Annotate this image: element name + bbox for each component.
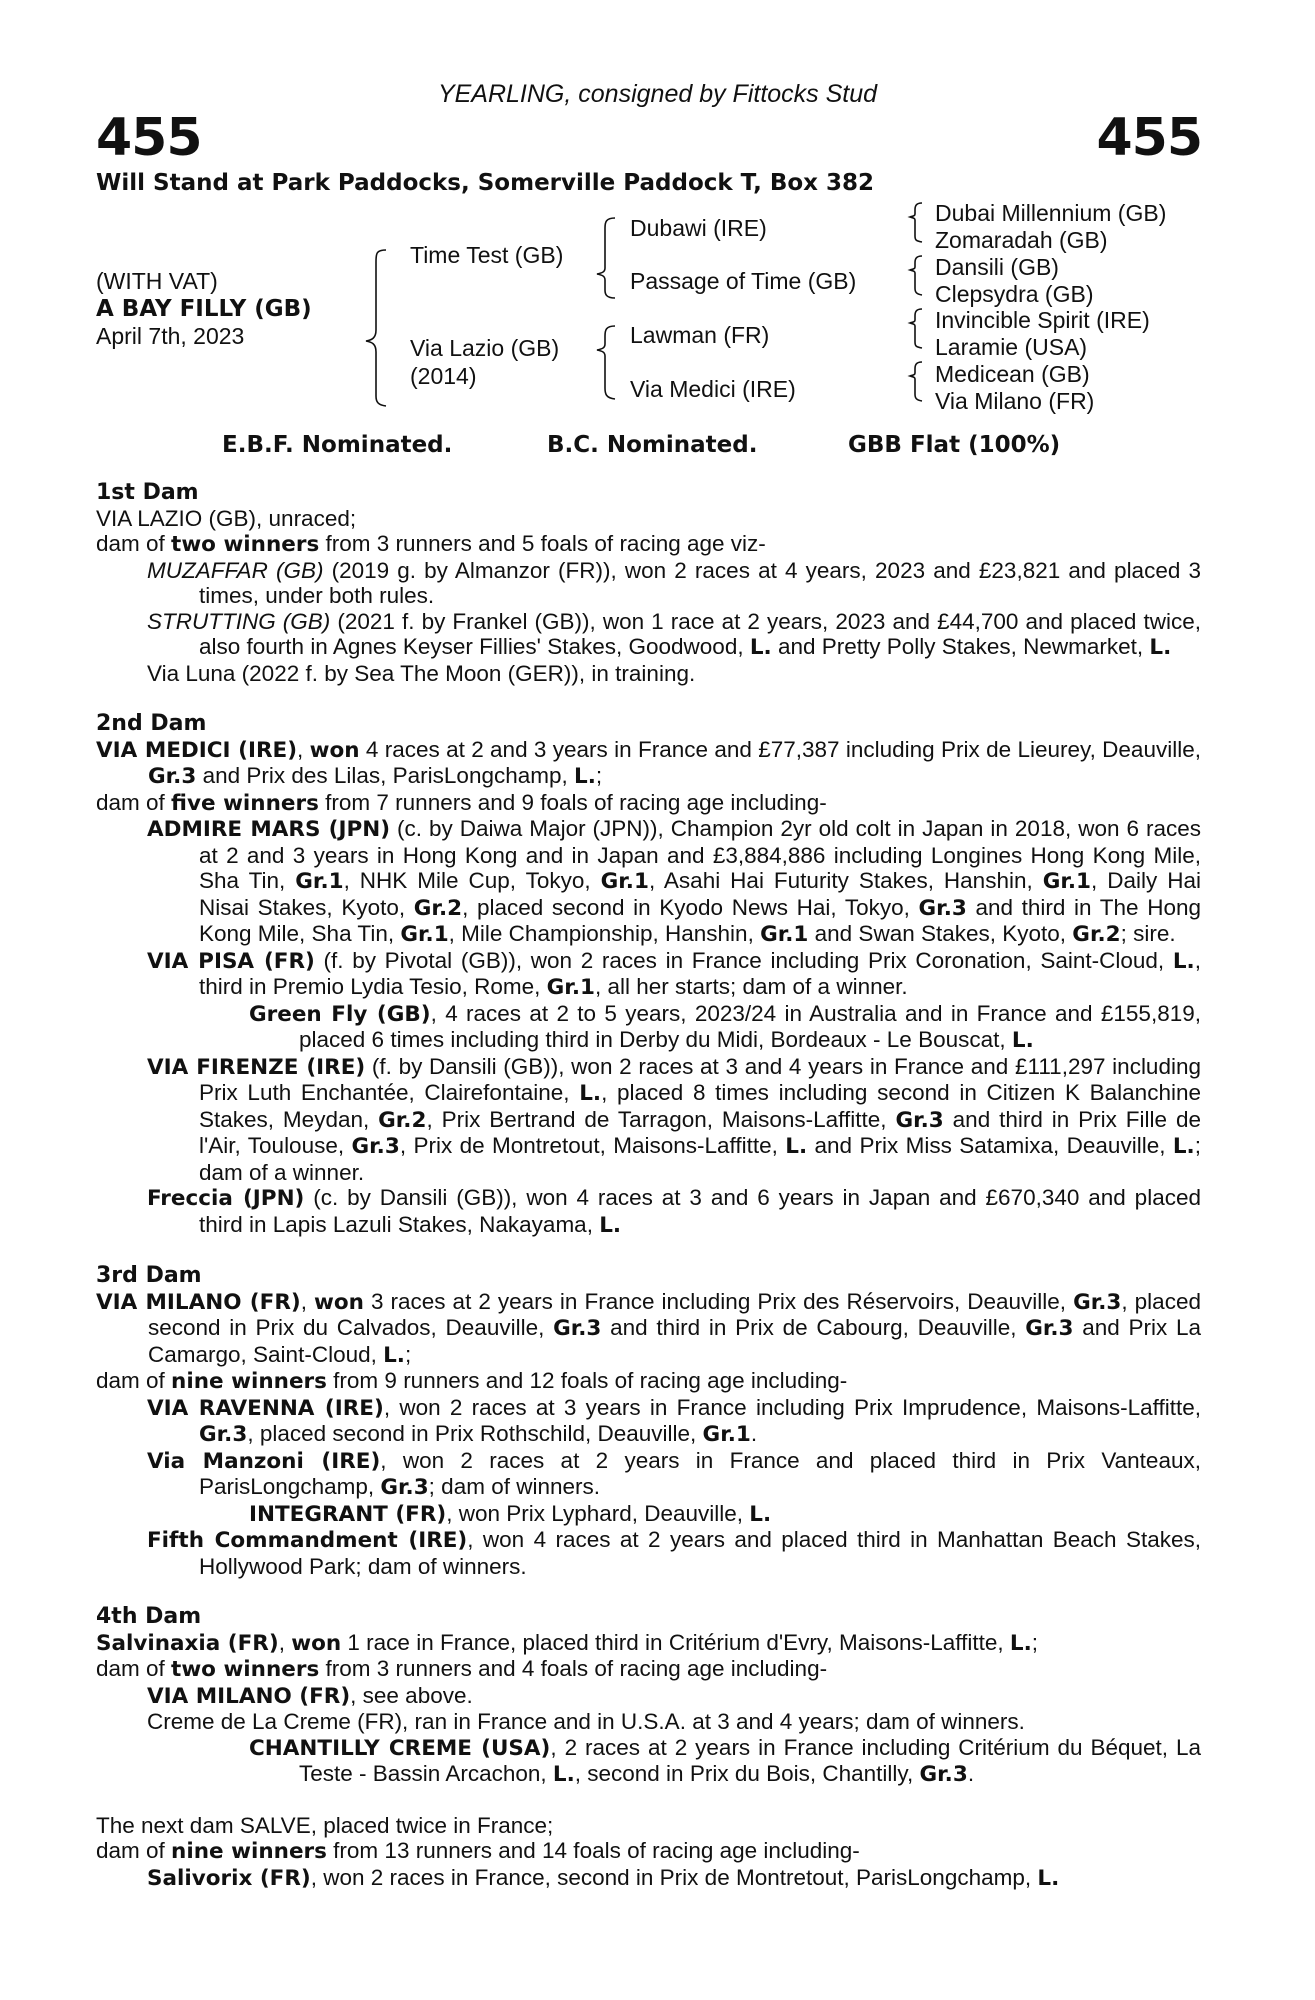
produce-entry-via-manzoni: Via Manzoni (IRE), won 2 races at 2 years in France and placed third in Prix Vanteaux, ParisLongchamp, Gr.3; dam of winners. bbox=[147, 1447, 1201, 1500]
dam-dam-dam: Via Milano (FR) bbox=[935, 388, 1095, 414]
dam: Via Lazio (GB) bbox=[410, 335, 560, 361]
dam-sire-dam: Laramie (USA) bbox=[935, 334, 1088, 360]
dam-foaling-year: (2014) bbox=[410, 363, 477, 389]
sire-dam-sire: Dansili (GB) bbox=[935, 254, 1059, 280]
fourth-dam-line: Salvinaxia (FR), won 1 race in France, placed third in Critérium d'Evry, Maisons-Laffitte, L.; bbox=[96, 1629, 1039, 1656]
second-dam-heading: 2nd Dam bbox=[96, 711, 207, 736]
produce-entry-green-fly: Green Fly (GB), 4 races at 2 to 5 years, 2023/24 in Australia and in France and £155,819, placed 6 times including third in Derby du Midi, Bordeaux - Le Bouscat, L. bbox=[249, 1000, 1201, 1053]
produce-entry-via-firenze: VIA FIRENZE (IRE) (f. by Dansili (GB)), won 2 races at 3 and 4 years in France and £111,297 including Prix Luth Enchantée, Clairefontaine, L., placed 8 times including second in Citizen K Balanchine Stakes, Meydan, Gr.2, Prix Bertrand de Tarragon, Maisons-Laffitte, Gr.3 and third in Prix Fille de l'Air, Toulouse, Gr.3, Prix de Montretout, Maisons-Laffitte, L. and Prix Miss Satamixa, Deauville, L.; dam of a winner. bbox=[147, 1053, 1201, 1185]
second-dam-line: VIA MEDICI (IRE), won 4 races at 2 and 3 years in France and £77,387 including Prix de Lieurey, Deauville, Gr.3 and Prix des Lilas, ParisLongchamp, L.; bbox=[96, 736, 1201, 789]
produce-entry-integrant: INTEGRANT (FR), won Prix Lyphard, Deauville, L. bbox=[249, 1500, 772, 1527]
dam-dam-sire: Medicean (GB) bbox=[935, 361, 1090, 387]
catalogue-body bbox=[96, 480, 1201, 1891]
sire-sire-dam: Zomaradah (GB) bbox=[935, 227, 1108, 253]
produce-entry-chantilly-creme: CHANTILLY CREME (USA), 2 races at 2 years in France including Critérium du Béquet, La Teste - Bassin Arcachon, L., second in Prix du Bois, Chantilly, Gr.3. bbox=[249, 1734, 1201, 1787]
vat-label: (WITH VAT) bbox=[96, 268, 218, 294]
sire-sire-sire: Dubai Millennium (GB) bbox=[935, 200, 1167, 226]
third-dam-produce-summary: dam of nine winners from 9 runners and 12 foals of racing age including- bbox=[96, 1368, 848, 1394]
stand-location: Will Stand at Park Paddocks, Somerville Paddock T, Box 382 bbox=[96, 170, 875, 196]
gbb-eligibility: GBB Flat (100%) bbox=[848, 432, 1061, 458]
second-dam-produce-summary: dam of five winners from 7 runners and 9 foals of racing age including- bbox=[96, 789, 827, 816]
sire-dam: Passage of Time (GB) bbox=[630, 268, 857, 294]
produce-entry-muzaffar: MUZAFFAR (GB) (2019 g. by Almanzor (FR)), won 2 races at 4 years, 2023 and £23,821 and placed 3 times, under both rules. bbox=[147, 557, 1202, 608]
lot-number-left: 455 bbox=[96, 108, 202, 168]
produce-entry-creme-de-la-creme: Creme de La Creme (FR), ran in France and in U.S.A. at 3 and 4 years; dam of winners. bbox=[147, 1709, 1025, 1734]
lot-number-right: 455 bbox=[1096, 108, 1202, 168]
horse-name: A BAY FILLY (GB) bbox=[96, 296, 312, 322]
produce-entry-strutting: STRUTTING (GB) (2021 f. by Frankel (GB)), won 1 race at 2 years, 2023 and £44,700 and placed twice, also fourth in Agnes Keyser Fillies' Stakes, Goodwood, L. and Pretty Polly Stakes, Newmarket, L. bbox=[147, 608, 1201, 660]
produce-entry-fifth-commandment: Fifth Commandment (IRE), won 4 races at 2 years and placed third in Manhattan Beach Stakes, Hollywood Park; dam of winners. bbox=[147, 1527, 1201, 1579]
first-dam-produce-summary: dam of two winners from 3 runners and 5 foals of racing age viz- bbox=[96, 531, 766, 557]
dam-sire-sire: Invincible Spirit (IRE) bbox=[935, 307, 1150, 333]
ebf-nomination: E.B.F. Nominated. bbox=[222, 432, 453, 458]
dam-dam: Via Medici (IRE) bbox=[630, 376, 796, 402]
produce-entry-via-ravenna: VIA RAVENNA (IRE), won 2 races at 3 years in France including Prix Imprudence, Maisons-Laffitte, Gr.3, placed second in Prix Rothschild, Deauville, Gr.1. bbox=[147, 1394, 1201, 1447]
next-dam-produce-summary: dam of nine winners from 13 runners and 14 foals of racing age including- bbox=[96, 1838, 860, 1864]
sire-sire: Dubawi (IRE) bbox=[630, 215, 767, 241]
third-dam-line: VIA MILANO (FR), won 3 races at 2 years in France including Prix des Réservoirs, Deauville, Gr.3, placed second in Prix du Calvados, Deauville, Gr.3 and third in Prix de Cabourg, Deauville, Gr.3 and Prix La Camargo, Saint-Cloud, L.; bbox=[96, 1288, 1202, 1368]
bc-nomination: B.C. Nominated. bbox=[547, 432, 758, 458]
produce-entry-via-milano: VIA MILANO (FR), see above. bbox=[147, 1682, 473, 1709]
produce-entry-admire-mars: ADMIRE MARS (JPN) (c. by Daiwa Major (JPN)), Champion 2yr old colt in Japan in 2018, won 6 races at 2 and 3 years in Hong Kong and in Japan and £3,884,886 including Longines Hong Kong Mile, Sha Tin, Gr.1, NHK Mile Cup, Tokyo, Gr.1, Asahi Hai Futurity Stakes, Hanshin, Gr.1, Daily Hai Nisai Stakes, Kyoto, Gr.2, placed second in Kyodo News Hai, Tokyo, Gr.3 and third in The Hong Kong Mile, Sha Tin, Gr.1, Mile Championship, Hanshin, Gr.1 and Swan Stakes, Kyoto, Gr.2; sire. bbox=[147, 816, 1202, 947]
sire-dam-dam: Clepsydra (GB) bbox=[935, 281, 1094, 307]
produce-entry-via-luna: Via Luna (2022 f. by Sea The Moon (GER)), in training. bbox=[147, 660, 696, 686]
first-dam-line: VIA LAZIO (GB), unraced; bbox=[96, 505, 357, 531]
third-dam-heading: 3rd Dam bbox=[96, 1263, 202, 1288]
produce-entry-freccia: Freccia (JPN) (c. by Dansili (GB)), won 4 races at 3 and 6 years in Japan and £670,340 and placed third in Lapis Lazuli Stakes, Nakayama, L. bbox=[147, 1185, 1201, 1238]
consignment-line: YEARLING, consigned by Fittocks Stud bbox=[437, 80, 878, 108]
first-dam-heading: 1st Dam bbox=[96, 480, 199, 505]
horse-dob: April 7th, 2023 bbox=[96, 323, 245, 349]
next-dam-line: The next dam SALVE, placed twice in France; bbox=[96, 1812, 554, 1838]
produce-entry-via-pisa: VIA PISA (FR) (f. by Pivotal (GB)), won 2 races in France including Prix Coronation, Saint-Cloud, L., third in Premio Lydia Tesio, Rome, Gr.1, all her starts; dam of a winner. bbox=[147, 947, 1201, 1000]
fourth-dam-produce-summary: dam of two winners from 3 runners and 4 foals of racing age including- bbox=[96, 1656, 828, 1682]
sire: Time Test (GB) bbox=[410, 242, 564, 268]
fourth-dam-heading: 4th Dam bbox=[96, 1604, 202, 1629]
produce-entry-salivorix: Salivorix (FR), won 2 races in France, second in Prix de Montretout, ParisLongchamp, L. bbox=[147, 1864, 1060, 1891]
dam-sire: Lawman (FR) bbox=[630, 322, 770, 348]
